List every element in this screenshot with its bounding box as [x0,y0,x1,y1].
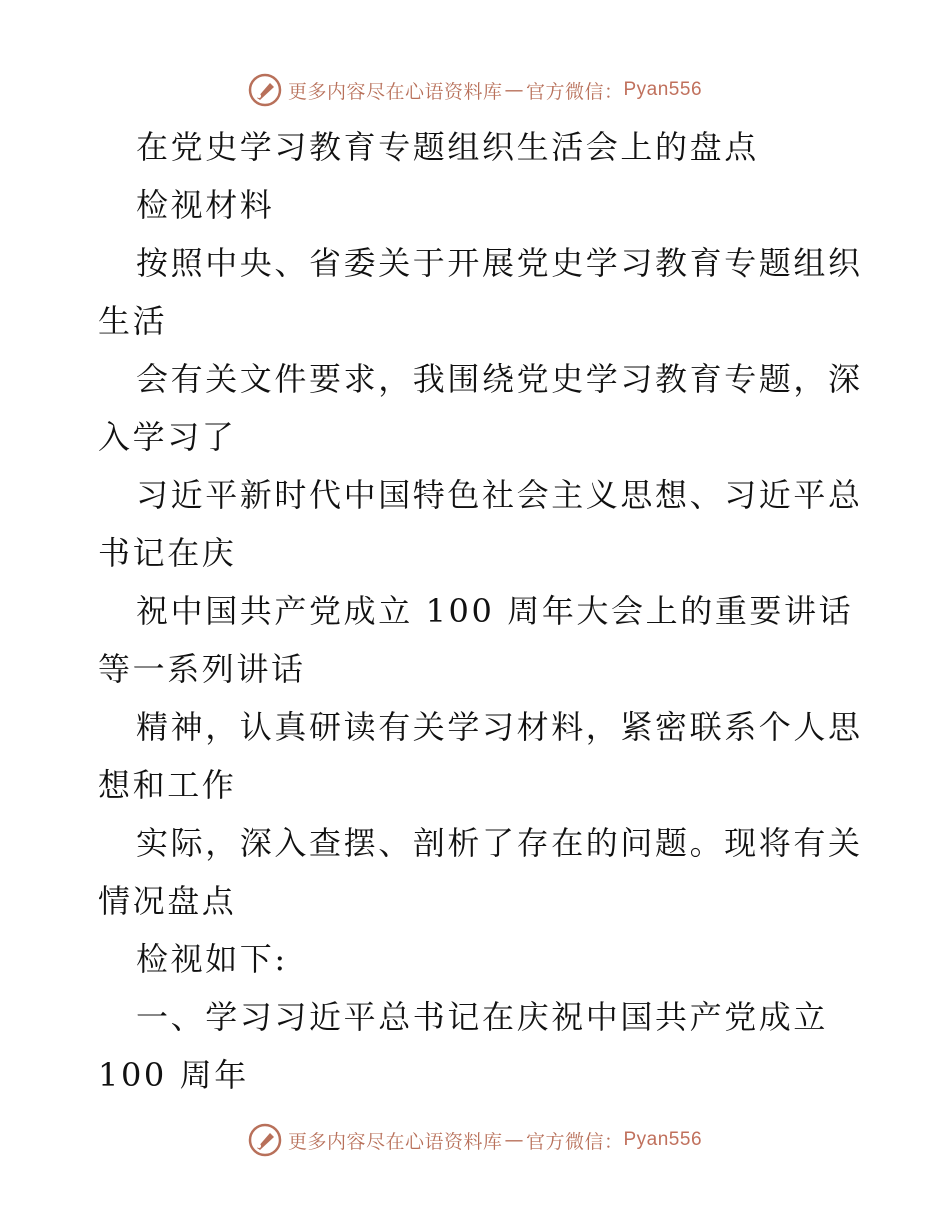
text-line: 习近平新时代中国特色社会主义思想、习近平总 [136,476,863,514]
text-line: 实际，深入查摆、剖析了存在的问题。现将有关 [136,824,863,862]
watermark-wechat-id: Pyan556 [623,79,703,100]
watermark-brand: 更多内容尽在心语资料库 [287,80,503,103]
text-line: 精神，认真研读有关学习材料，紧密联系个人思 [136,708,863,746]
pen-nib-logo-icon [248,73,282,107]
text-line: 会有关文件要求，我围绕党史学习教育专题，深 [136,360,863,398]
watermark-brand: 更多内容尽在心语资料库 [287,1130,503,1153]
watermark-wechat-label: 官方微信： [525,80,624,103]
text-line: 按照中央、省委关于开展党史学习教育专题组织 [136,244,863,282]
watermark-separator: — [504,79,524,101]
section-heading: 一、学习习近平总书记在庆祝中国共产党成立 [136,998,829,1036]
text-line-wrap: 想和工作 [98,766,237,804]
footer-watermark [0,1120,950,1160]
document-body [98,118,863,1104]
pen-nib-logo-icon [248,1123,282,1157]
watermark-wechat-id: Pyan556 [623,1129,703,1150]
text-line: 祝中国共产党成立 100 周年大会上的重要讲话 [136,592,854,630]
text-line-wrap: 生活 [98,302,168,340]
document-title: 在党史学习教育专题组织生活会上的盘点 [136,128,759,166]
watermark-wechat-label: 官方微信： [525,1130,624,1153]
text-line-wrap: 情况盘点 [98,882,237,920]
document-title-cont: 检视材料 [136,186,275,224]
section-heading-wrap: 100 周年 [98,1056,249,1094]
text-line-wrap: 入学习了 [98,418,237,456]
header-watermark [0,70,950,110]
text-line: 检视如下: [136,940,288,978]
text-line-wrap: 等一系列讲话 [98,650,306,688]
text-line-wrap: 书记在庆 [98,534,237,572]
watermark-separator: — [504,1129,524,1151]
